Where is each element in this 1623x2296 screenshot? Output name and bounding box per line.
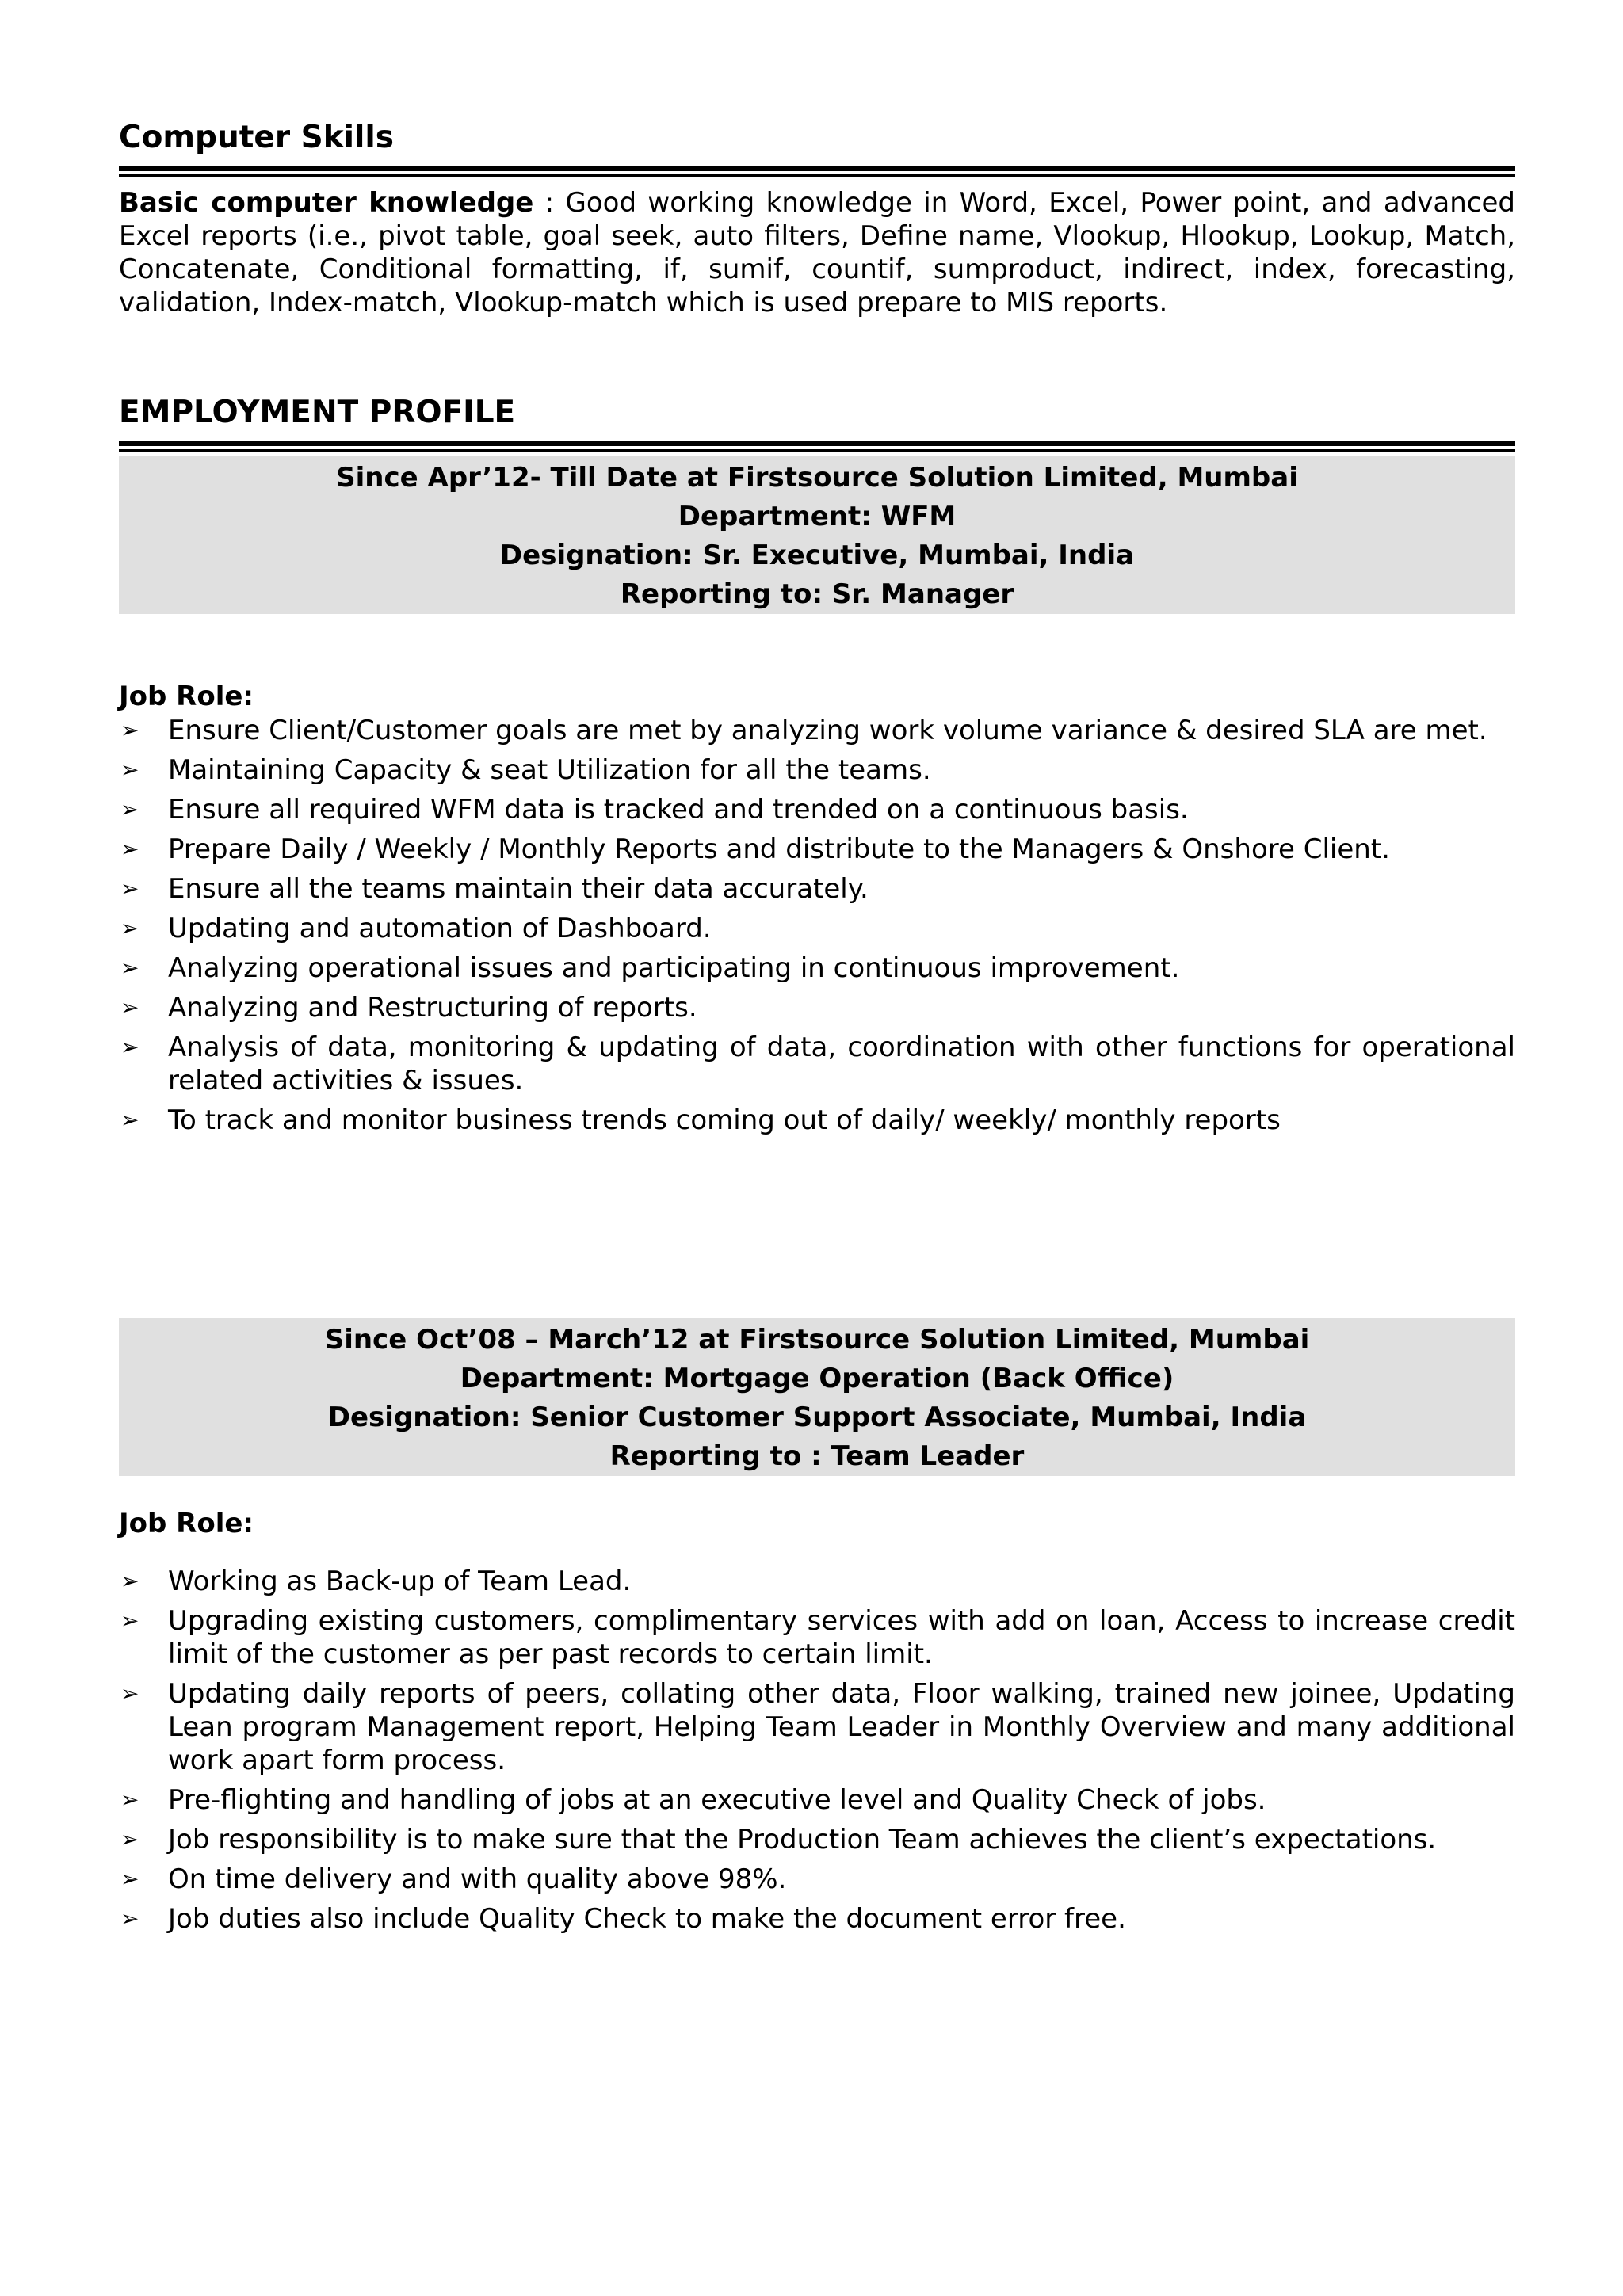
arrowhead-bullet-icon: ➢ <box>120 717 139 743</box>
job-reporting: Reporting to: Sr. Manager <box>620 578 1014 610</box>
section-rule <box>119 441 1515 446</box>
list-item <box>119 1902 1515 1936</box>
arrowhead-bullet-icon: ➢ <box>120 1608 139 1634</box>
list-item-text: Updating and automation of Dashboard. <box>168 913 712 944</box>
arrowhead-bullet-icon: ➢ <box>120 1034 139 1060</box>
arrowhead-bullet-icon: ➢ <box>120 757 139 783</box>
list-item <box>119 1104 1515 1137</box>
arrowhead-bullet-icon: ➢ <box>120 1905 139 1932</box>
list-item <box>119 753 1515 787</box>
list-item-text: Upgrading existing customers, complimentary services with add on loan, Access to increase credit limit of the customer as per past records to certain limit. <box>168 1605 1515 1670</box>
list-item <box>119 952 1515 985</box>
computer-skills-body: : Good working knowledge in Word, Excel, Power point, and advanced Excel reports (i.e., pivot table, goal seek, auto filters, Define name, Vlookup, Hlookup, Lookup, Match, Concatenate, Conditional formatting, if, sumif, countif, sumproduct, indirect, index, forecasting, validation, Index-match, Vlookup-match which is used prepare to MIS reports. <box>119 187 1515 318</box>
job-department: Department: Mortgage Operation (Back Office) <box>460 1363 1174 1394</box>
list-item <box>119 793 1515 826</box>
list-item-text: To track and monitor business trends coming out of daily/ weekly/ monthly reports <box>168 1104 1281 1136</box>
section-rule-thin <box>119 449 1515 452</box>
job-period: Since Oct’08 – March’12 at Firstsource Solution Limited, Mumbai <box>324 1324 1310 1356</box>
list-item-text: Job responsibility is to make sure that the Production Team achieves the client’s expectations. <box>168 1824 1437 1855</box>
list-item-text: Maintaining Capacity & seat Utilization for all the teams. <box>168 754 931 786</box>
arrowhead-bullet-icon: ➢ <box>120 1680 139 1707</box>
list-item-text: Analyzing operational issues and participating in continuous improvement. <box>168 952 1180 984</box>
list-item-text: Working as Back-up of Team Lead. <box>168 1566 632 1597</box>
computer-skills-label: Basic computer knowledge <box>119 187 534 219</box>
employment-section <box>119 392 1515 1936</box>
list-item-text: Analysis of data, monitoring & updating of data, coordination with other functions for operational related activities & issues. <box>168 1032 1515 1097</box>
list-item <box>119 1783 1515 1817</box>
list-item <box>119 1604 1515 1671</box>
job-role-label: Job Role: <box>119 1508 254 1539</box>
job-role-label: Job Role: <box>119 681 254 712</box>
arrowhead-bullet-icon: ➢ <box>120 994 139 1020</box>
list-item <box>119 872 1515 906</box>
job-designation: Designation: Sr. Executive, Mumbai, India <box>499 540 1135 571</box>
job-role-list <box>119 714 1515 1137</box>
job-reporting: Reporting to : Team Leader <box>609 1440 1025 1472</box>
arrowhead-bullet-icon: ➢ <box>120 1787 139 1813</box>
job-header-box <box>119 456 1515 614</box>
list-item-text: Ensure all required WFM data is tracked and trended on a continuous basis. <box>168 794 1189 826</box>
list-item <box>119 1823 1515 1856</box>
list-item-text: Analyzing and Restructuring of reports. <box>168 992 697 1024</box>
job-role-list <box>119 1565 1515 1936</box>
arrowhead-bullet-icon: ➢ <box>120 875 139 902</box>
computer-skills-title: Computer Skills <box>119 120 394 155</box>
list-item <box>119 1031 1515 1097</box>
list-item <box>119 1863 1515 1896</box>
employment-title: EMPLOYMENT PROFILE <box>119 395 516 430</box>
arrowhead-bullet-icon: ➢ <box>120 1568 139 1594</box>
list-item-text: Updating daily reports of peers, collating other data, Floor walking, trained new joinee, Updating Lean program Management report, Helping Team Leader in Monthly Overview and many additional work apart form process. <box>168 1678 1515 1776</box>
list-item <box>119 991 1515 1024</box>
arrowhead-bullet-icon: ➢ <box>120 1866 139 1892</box>
list-item-text: Prepare Daily / Weekly / Monthly Reports and distribute to the Managers & Onshore Client. <box>168 833 1390 865</box>
arrowhead-bullet-icon: ➢ <box>120 796 139 822</box>
job-period: Since Apr’12- Till Date at Firstsource Solution Limited, Mumbai <box>336 462 1298 494</box>
resume-page <box>119 117 1515 1942</box>
job-entry <box>119 1318 1515 1936</box>
arrowhead-bullet-icon: ➢ <box>120 915 139 941</box>
arrowhead-bullet-icon: ➢ <box>120 955 139 981</box>
arrowhead-bullet-icon: ➢ <box>120 1826 139 1852</box>
job-department: Department: WFM <box>678 501 957 532</box>
list-item-text: Pre-flighting and handling of jobs at an executive level and Quality Check of jobs. <box>168 1784 1266 1816</box>
list-item <box>119 1565 1515 1598</box>
list-item <box>119 714 1515 747</box>
list-item-text: Job duties also include Quality Check to make the document error free. <box>168 1903 1126 1935</box>
arrowhead-bullet-icon: ➢ <box>120 1107 139 1133</box>
arrowhead-bullet-icon: ➢ <box>120 836 139 862</box>
list-item <box>119 1677 1515 1777</box>
job-header-box <box>119 1318 1515 1476</box>
job-entry <box>119 456 1515 1137</box>
job-designation: Designation: Senior Customer Support Associate, Mumbai, India <box>327 1402 1307 1433</box>
list-item <box>119 833 1515 866</box>
list-item-text: Ensure Client/Customer goals are met by analyzing work volume variance & desired SLA are met. <box>168 715 1487 746</box>
section-rule <box>119 166 1515 171</box>
list-item-text: On time delivery and with quality above 98%. <box>168 1863 787 1895</box>
list-item-text: Ensure all the teams maintain their data accurately. <box>168 873 869 905</box>
list-item <box>119 912 1515 945</box>
computer-skills-section <box>119 117 1515 319</box>
section-rule-thin <box>119 174 1515 177</box>
computer-skills-text <box>119 186 1515 319</box>
